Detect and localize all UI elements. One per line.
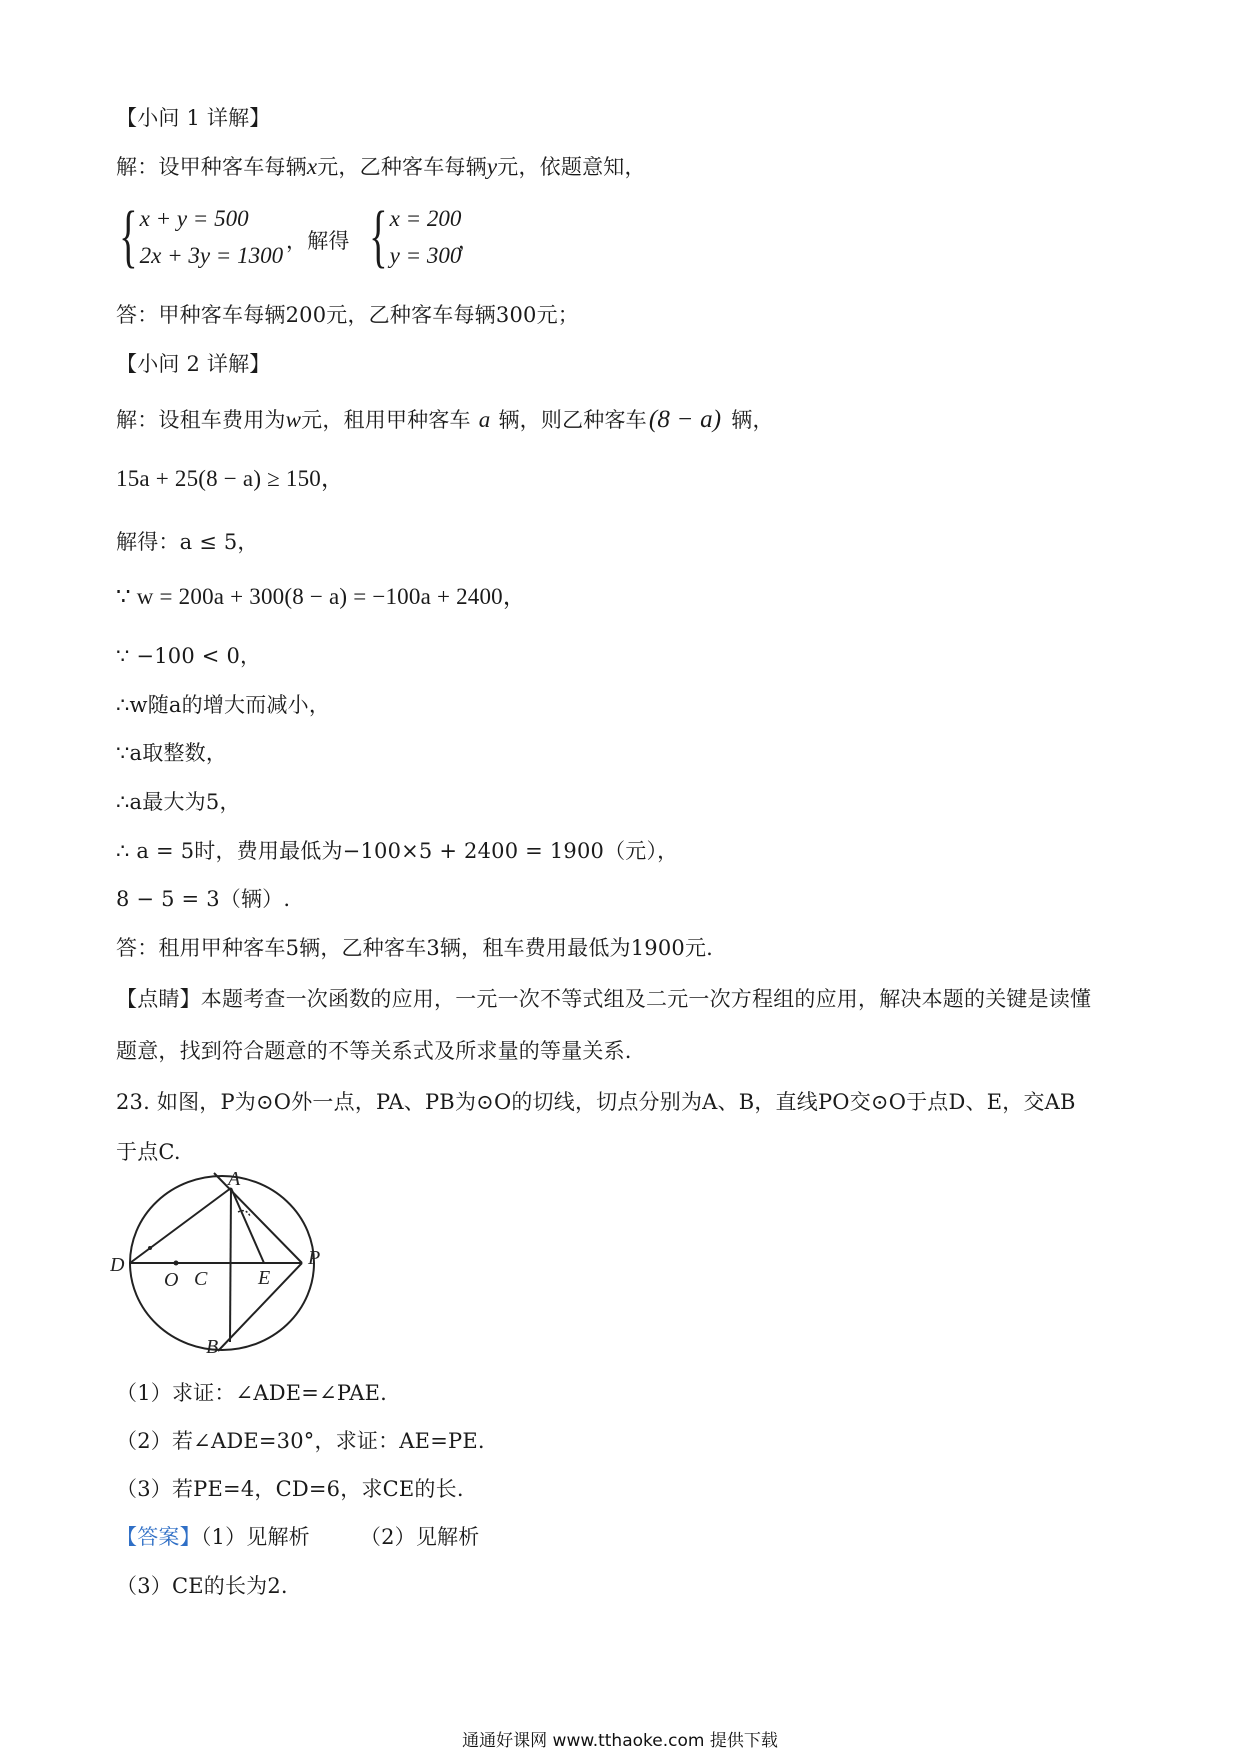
intro-prefix: 解：设甲种客车每辆: [116, 155, 307, 179]
section1-answer: 答：甲种客车每辆200元，乙种客车每辆300元；: [116, 303, 579, 327]
equation-system-2: [354, 200, 461, 274]
var-y: y: [486, 154, 498, 179]
point-dot: [148, 1246, 152, 1250]
solve-a: 解得：a ≤ 5，: [116, 530, 259, 554]
expr-8-minus-a: (8 − a): [648, 406, 722, 433]
label-A: A: [228, 1170, 241, 1190]
system1-eq1: x + y = 500: [139, 206, 249, 231]
label-C: C: [194, 1268, 208, 1290]
section1-intro: [116, 152, 646, 182]
problem23-line1: 23. 如图，P为⊙O外一点，PA、PB为⊙O的切线，切点分别为A、B，直线PO交⊙O于点D、E，交AB: [116, 1090, 1076, 1114]
question-1: （1）求证：∠ADE=∠PAE.: [116, 1381, 388, 1405]
system2-eq2: y = 300: [389, 243, 462, 268]
decreasing: ∴w随a的增大而减小，: [116, 693, 331, 717]
intro-suffix: 元，依题意知，: [497, 155, 646, 179]
system2-eq1: x = 200: [389, 206, 462, 231]
intro2-prefix: 解：设租车费用为: [116, 408, 286, 432]
negative-coef: ∵ −100 < 0，: [116, 644, 262, 668]
system1-eq2: 2x + 3y = 1300: [139, 243, 284, 268]
section2-intro: [116, 405, 774, 435]
equation-system-1: [104, 200, 283, 274]
question-3: （3）若PE=4，CD=6，求CE的长.: [116, 1477, 464, 1501]
comment-line1: 【点睛】本题考查一次函数的应用，一元一次不等式组及二元一次方程组的应用，解决本题的关键是读懂: [116, 987, 1092, 1011]
var-x: x: [306, 154, 318, 179]
left-brace-icon: {: [369, 198, 388, 275]
label-D: D: [110, 1254, 125, 1276]
circle-tangent-figure: [110, 1170, 330, 1355]
label-P: P: [308, 1247, 321, 1269]
answer-tag: 【答案】: [116, 1525, 201, 1549]
section1-heading: 【小问 1 详解】: [116, 106, 271, 130]
w-expression: ∵ w = 200a + 300(8 − a) = −100a + 2400，: [116, 584, 527, 609]
answer-2: （2）见解析: [359, 1525, 480, 1549]
a-max: ∴a最大为5，: [116, 790, 241, 814]
answer-line: [116, 1522, 479, 1552]
var-a: a: [478, 407, 491, 432]
var-w: w: [285, 407, 302, 432]
intro-mid: 元，乙种客车每辆: [317, 155, 487, 179]
line-AE: [231, 1188, 264, 1263]
answer-3: （3）CE的长为2.: [116, 1574, 288, 1598]
question-2: （2）若∠ADE=30°，求证：AE=PE.: [116, 1429, 485, 1453]
answer-1: （1）见解析: [200, 1525, 310, 1549]
line-AB: [230, 1188, 231, 1342]
line-DA: [130, 1188, 231, 1263]
label-E: E: [258, 1267, 271, 1289]
intro2-suffix: 辆，: [731, 408, 774, 432]
label-B: B: [206, 1336, 219, 1355]
system2-tail: ，: [458, 229, 480, 253]
center-dot: [174, 1261, 179, 1266]
intro2-mid2: 辆，则乙种客车: [498, 408, 647, 432]
comment-line2: 题意，找到符合题意的不等关系式及所求量的等量关系.: [116, 1039, 632, 1063]
remaining-cars: 8 − 5 = 3（辆）.: [116, 887, 291, 911]
section2-heading: 【小问 2 详解】: [116, 352, 271, 376]
label-O: O: [164, 1269, 179, 1291]
inequality: 15a + 25(8 − a) ≥ 150，: [116, 466, 345, 491]
min-cost: ∴ a = 5时，费用最低为−100×5 + 2400 = 1900（元），: [116, 839, 679, 863]
intro2-mid: 元，租用甲种客车: [301, 408, 471, 432]
problem23-line2: 于点C.: [116, 1140, 181, 1164]
footer-watermark: 通通好课网 www.tthaoke.com 提供下载: [462, 1731, 778, 1751]
left-brace-icon: {: [119, 198, 138, 275]
integer-condition: ∵a取整数，: [116, 741, 228, 765]
solve-word: ，解得: [286, 229, 350, 253]
section2-answer: 答：租用甲种客车5辆，乙种客车3辆，租车费用最低为1900元.: [116, 936, 714, 960]
